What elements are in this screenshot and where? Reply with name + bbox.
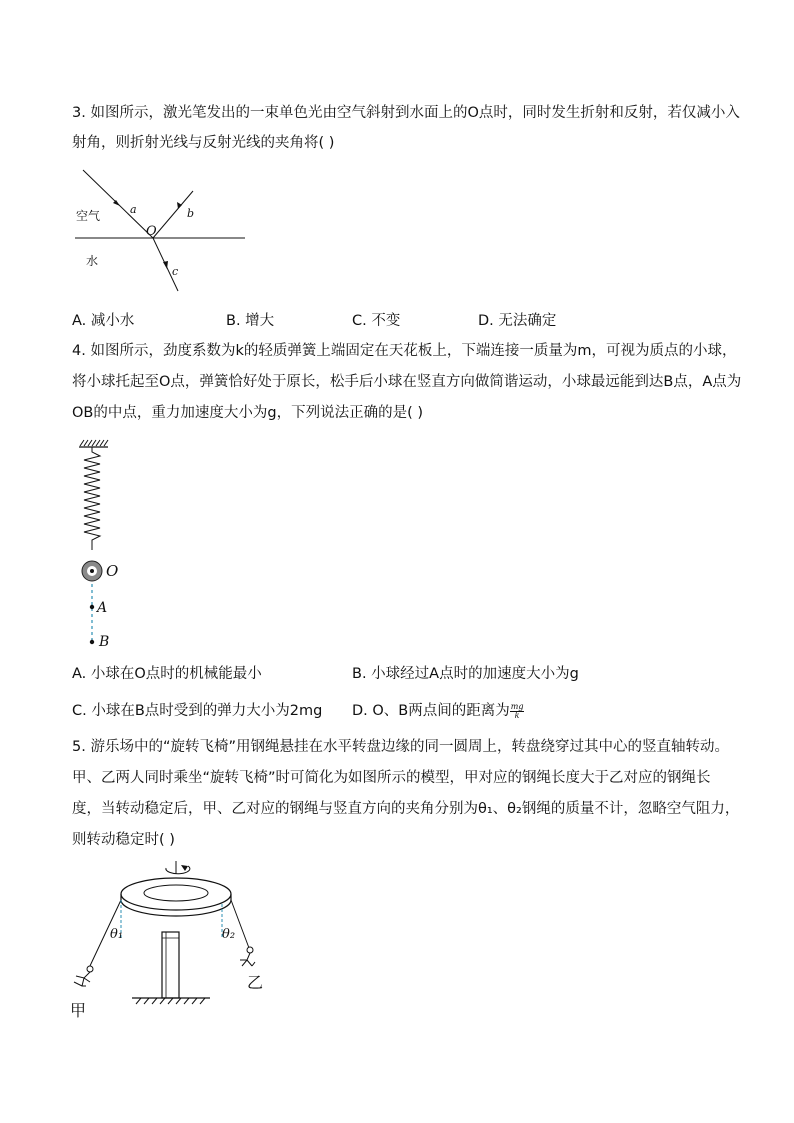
q4-option-a: A. 小球在O点时的机械能最小 [72, 666, 262, 682]
label-yi: 乙 [247, 973, 264, 992]
q4-stem-line1: 4. 如图所示，劲度系数为k的轻质弹簧上端固定在天花板上，下端连接一质量为m，可视为质点的小球， [72, 343, 737, 359]
label-water: 水 [86, 254, 99, 268]
label-jia: 甲 [70, 1001, 87, 1020]
q5-stem-line4: 则转动稳定时( ) [72, 832, 175, 848]
person-yi-icon [240, 947, 255, 966]
label-point-o: O [146, 224, 157, 239]
fraction-denominator: k [514, 710, 520, 720]
q4-stem-line2: 将小球托起至O点，弹簧恰好处于原长，松手后小球在竖直方向做简谐运动，小球最远能到达B点，A点为 [72, 374, 742, 390]
q4-option-d-text: D. O、B两点间的距离为 [352, 703, 510, 719]
ball-center [90, 569, 94, 573]
label-air: 空气 [76, 209, 101, 223]
ground-hatch [136, 998, 205, 1004]
label-theta1: θ₁ [110, 927, 124, 942]
q3-option-c: C. 不变 [352, 313, 401, 329]
point-b-dot [90, 640, 94, 644]
ceiling-hatch [80, 440, 108, 446]
q5-stem-line2: 甲、乙两人同时乘坐“旋转飞椅”时可简化为如图所示的模型，甲对应的钢绳长度大于乙对应的钢绳长 [72, 770, 711, 786]
q3-stem-line1: 3. 如图所示，激光笔发出的一束单色光由空气斜射到水面上的O点时，同时发生折射和反射，若仅减小入 [72, 105, 740, 121]
q3-stem-line2: 射角，则折射光线与反射光线的夹角将( ) [72, 135, 335, 151]
label-ray-c: c [172, 265, 179, 278]
q5-stem-line3: 度，当转动稳定后，甲、乙对应的钢绳与竖直方向的夹角分别为θ₁、θ₂钢绳的质量不计，忽略空气阻力， [72, 801, 740, 817]
q4-stem-line3: OB的中点，重力加速度大小为g，下列说法正确的是( ) [72, 405, 423, 421]
fraction-numerator: mg [510, 701, 524, 711]
q5-swing-ride-figure [62, 856, 302, 1026]
turntable-inner [144, 885, 208, 901]
q5-stem-line1: 5. 游乐场中的“旋转飞椅”用钢绳悬挂在水平转盘边缘的同一圆周上，转盘绕穿过其中心的竖直轴转动。 [72, 739, 729, 755]
q4-option-d [352, 701, 524, 721]
label-ray-a: a [130, 203, 137, 216]
support-column [162, 932, 179, 998]
label-o: O [106, 562, 119, 580]
spring-coil [84, 447, 100, 550]
q4-option-c: C. 小球在B点时受到的弹力大小为2mg [72, 703, 323, 719]
rotation-arrowhead [181, 865, 188, 871]
point-a-dot [90, 605, 94, 609]
q4-option-d-fraction [510, 703, 525, 720]
q3-option-b: B. 增大 [226, 313, 275, 329]
label-theta2: θ₂ [222, 927, 236, 942]
q4-spring-figure [70, 432, 130, 654]
label-ray-b: b [187, 207, 195, 220]
reflected-ray-arrow [177, 202, 182, 209]
incident-ray-arrow [113, 200, 120, 206]
label-a: A [97, 600, 108, 616]
q3-option-a: A. 减小水 [72, 313, 135, 329]
q4-option-b: B. 小球经过A点时的加速度大小为g [352, 666, 579, 682]
q3-refraction-figure [70, 165, 250, 295]
label-b: B [99, 634, 110, 650]
person-jia-icon [74, 966, 93, 986]
q3-option-d: D. 无法确定 [478, 313, 557, 329]
